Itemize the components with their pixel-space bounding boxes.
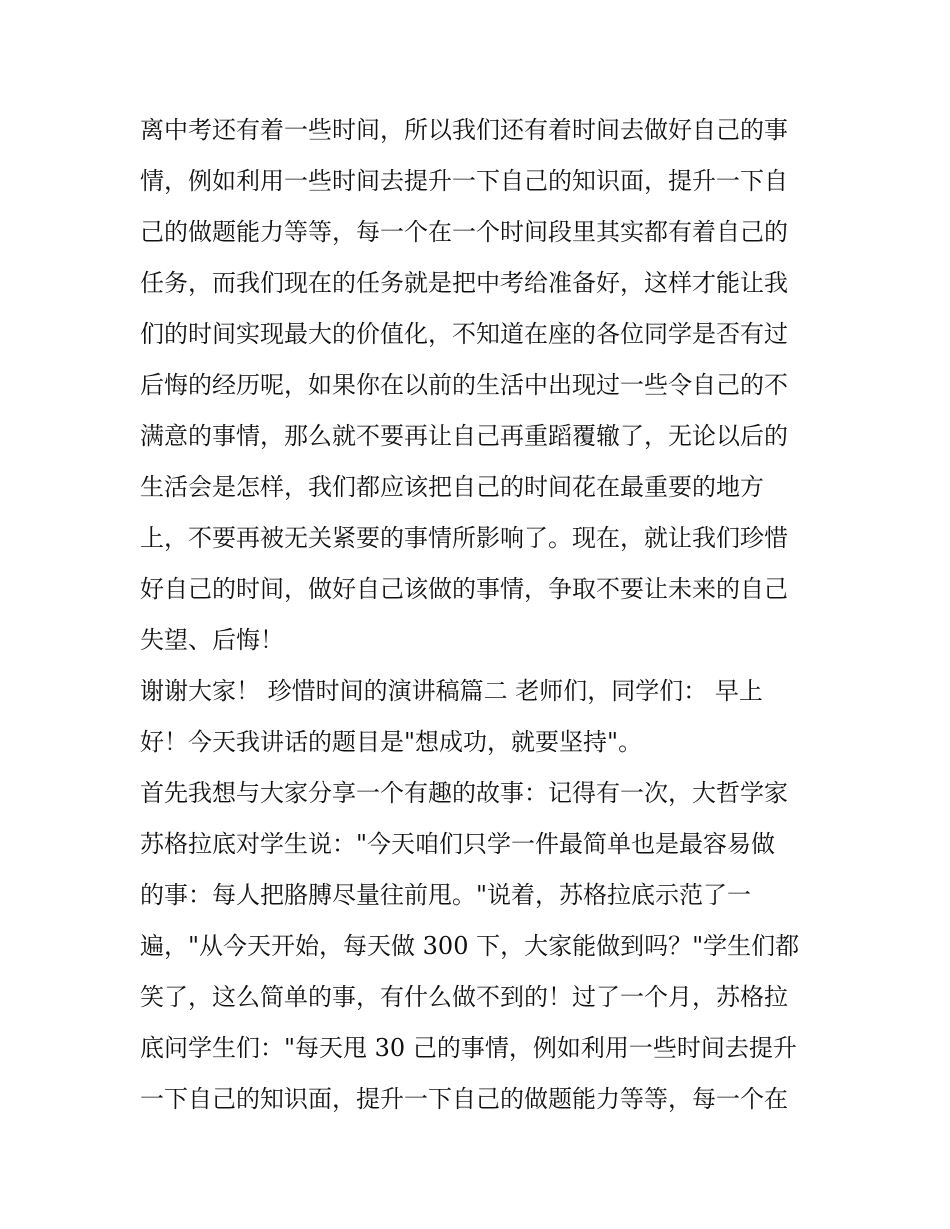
text-line: 的事：每人把胳膊尽量往前甩。"说着，苏格拉底示范了一 (140, 881, 752, 909)
text-line: 好自己的时间，做好自己该做的事情，争取不要让未来的自己 (140, 575, 788, 603)
text-line: 们的时间实现最大的价值化，不知道在座的各位同学是否有过 (140, 320, 788, 348)
text-line: 首先我想与大家分享一个有趣的故事：记得有一次，大哲学家 (140, 779, 788, 807)
text-line: 己的做题能力等等，每一个在一个时间段里其实都有着自己的 (140, 218, 788, 246)
text-line: 情，例如利用一些时间去提升一下自己的知识面，提升一下自 (140, 167, 788, 195)
text-line: 谢谢大家！ 珍惜时间的演讲稿篇二 老师们，同学们： 早上 (140, 677, 763, 705)
text-line: 好！今天我讲话的题目是"想成功，就要坚持"。 (140, 728, 643, 756)
text-line: 遍，"从今天开始，每天做 300 下，大家能做到吗？"学生们都 (140, 932, 800, 960)
text-line: 苏格拉底对学生说："今天咱们只学一件最简单也是最容易做 (140, 830, 776, 858)
text-line: 后悔的经历呢，如果你在以前的生活中出现过一些令自己的不 (140, 371, 788, 399)
text-line: 底问学生们："每天甩 30 己的事情，例如利用一些时间去提升 (140, 1034, 797, 1062)
text-line: 上，不要再被无关紧要的事情所影响了。现在，就让我们珍惜 (140, 524, 788, 552)
text-line: 失望、后悔！ (140, 626, 284, 654)
text-line: 一下自己的知识面，提升一下自己的做题能力等等，每一个在 (140, 1085, 788, 1113)
text-line: 离中考还有着一些时间，所以我们还有着时间去做好自己的事 (140, 116, 788, 144)
text-line: 任务，而我们现在的任务就是把中考给准备好，这样才能让我 (140, 269, 788, 297)
document-body (140, 109, 820, 1129)
text-line: 满意的事情，那么就不要再让自己再重蹈覆辙了，无论以后的 (140, 422, 788, 450)
text-line: 笑了，这么简单的事，有什么做不到的！过了一个月，苏格拉 (140, 983, 788, 1011)
text-line: 生活会是怎样，我们都应该把自己的时间花在最重要的地方 (140, 473, 764, 501)
